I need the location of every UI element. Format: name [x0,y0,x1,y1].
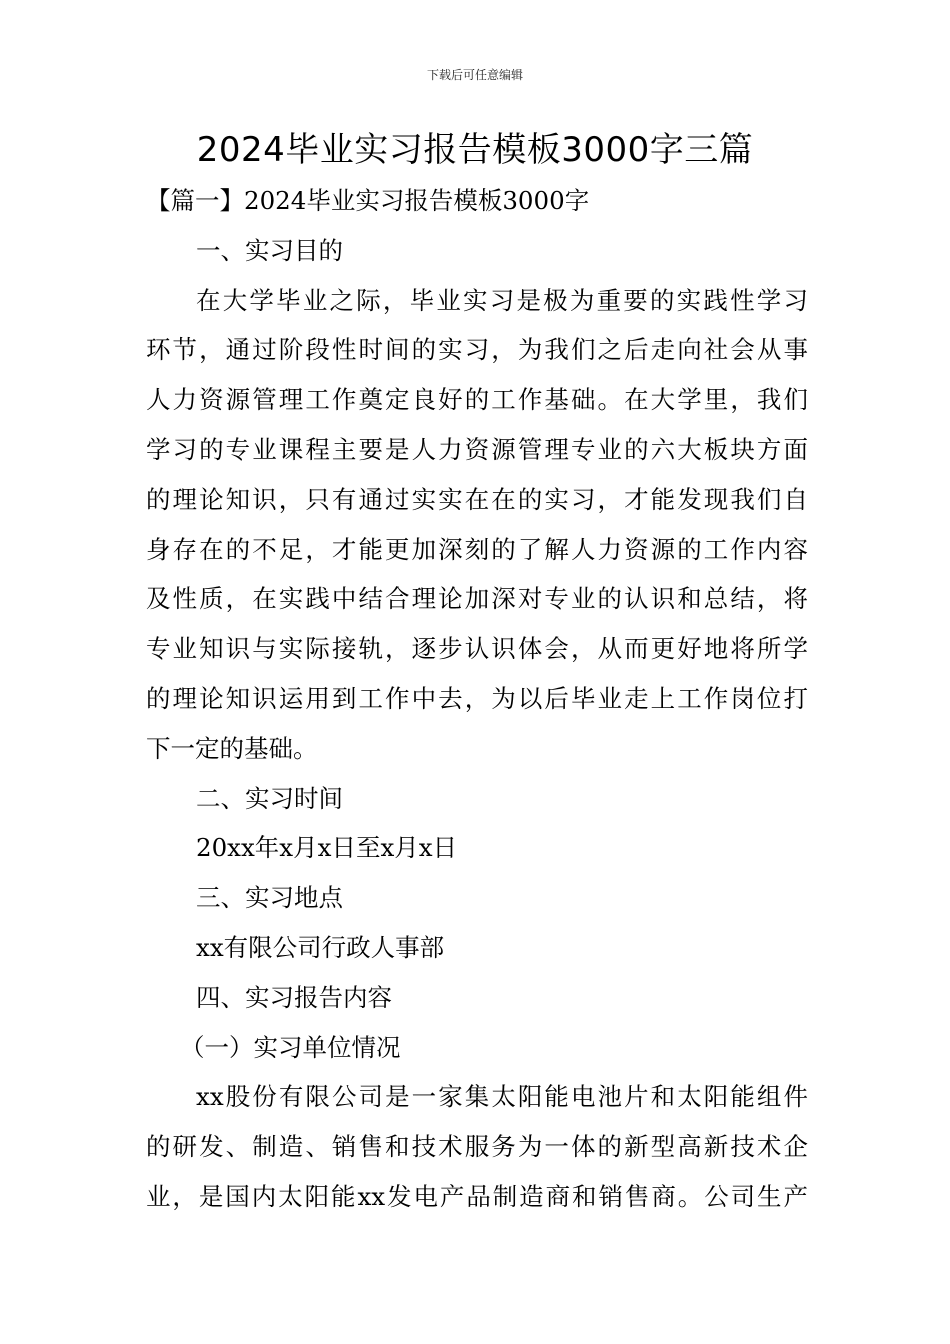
paragraph-line: 专业知识与实际接轨，逐步认识体会，从而更好地将所学 [146,634,808,664]
paragraph-line: 人力资源管理工作奠定良好的工作基础。在大学里，我们 [146,385,808,415]
paragraph-line: 的理论知识运用到工作中去，为以后毕业走上工作岗位打 [146,683,808,713]
paragraph-line: 的研发、制造、销售和技术服务为一体的新型高新技术企 [146,1132,808,1162]
paragraph-line: 在大学毕业之际，毕业实习是极为重要的实践性学习 [196,285,808,315]
paragraph-line: 及性质，在实践中结合理论加深对专业的认识和总结，将 [146,584,808,614]
paragraph-line: 下一定的基础。 [146,733,318,763]
section-heading: 【篇一】2024毕业实习报告模板3000字 [146,186,590,215]
paragraph-line: 身存在的不足，才能更加深刻的了解人力资源的工作内容 [146,534,808,564]
paragraph-line: 学习的专业课程主要是人力资源管理专业的六大板块方面 [146,434,808,464]
paragraph-line: 环节，通过阶段性时间的实习，为我们之后走向社会从事 [146,335,808,365]
heading-place: 三、实习地点 [196,883,343,913]
paragraph-purpose [146,276,808,774]
paragraph-line: 的理论知识，只有通过实实在在的实习，才能发现我们自 [146,484,808,514]
paragraph-unit [146,1072,808,1221]
time-value: 20xx年x月x日至x月x日 [196,833,458,863]
document-title: 2024毕业实习报告模板3000字三篇 [196,130,754,170]
heading-time: 二、实习时间 [196,783,343,813]
heading-content: 四、实习报告内容 [196,982,392,1012]
document-body [146,176,808,1222]
heading-unit: （一）实习单位情况 [180,1032,401,1062]
place-value: xx有限公司行政人事部 [196,932,445,962]
header-note: 下载后可任意编辑 [426,68,523,82]
paragraph-line: xx股份有限公司是一家集太阳能电池片和太阳能组件 [196,1082,808,1112]
paragraph-line: 业，是国内太阳能xx发电产品制造商和销售商。公司生产 [146,1181,808,1211]
heading-purpose: 一、实习目的 [196,235,343,265]
